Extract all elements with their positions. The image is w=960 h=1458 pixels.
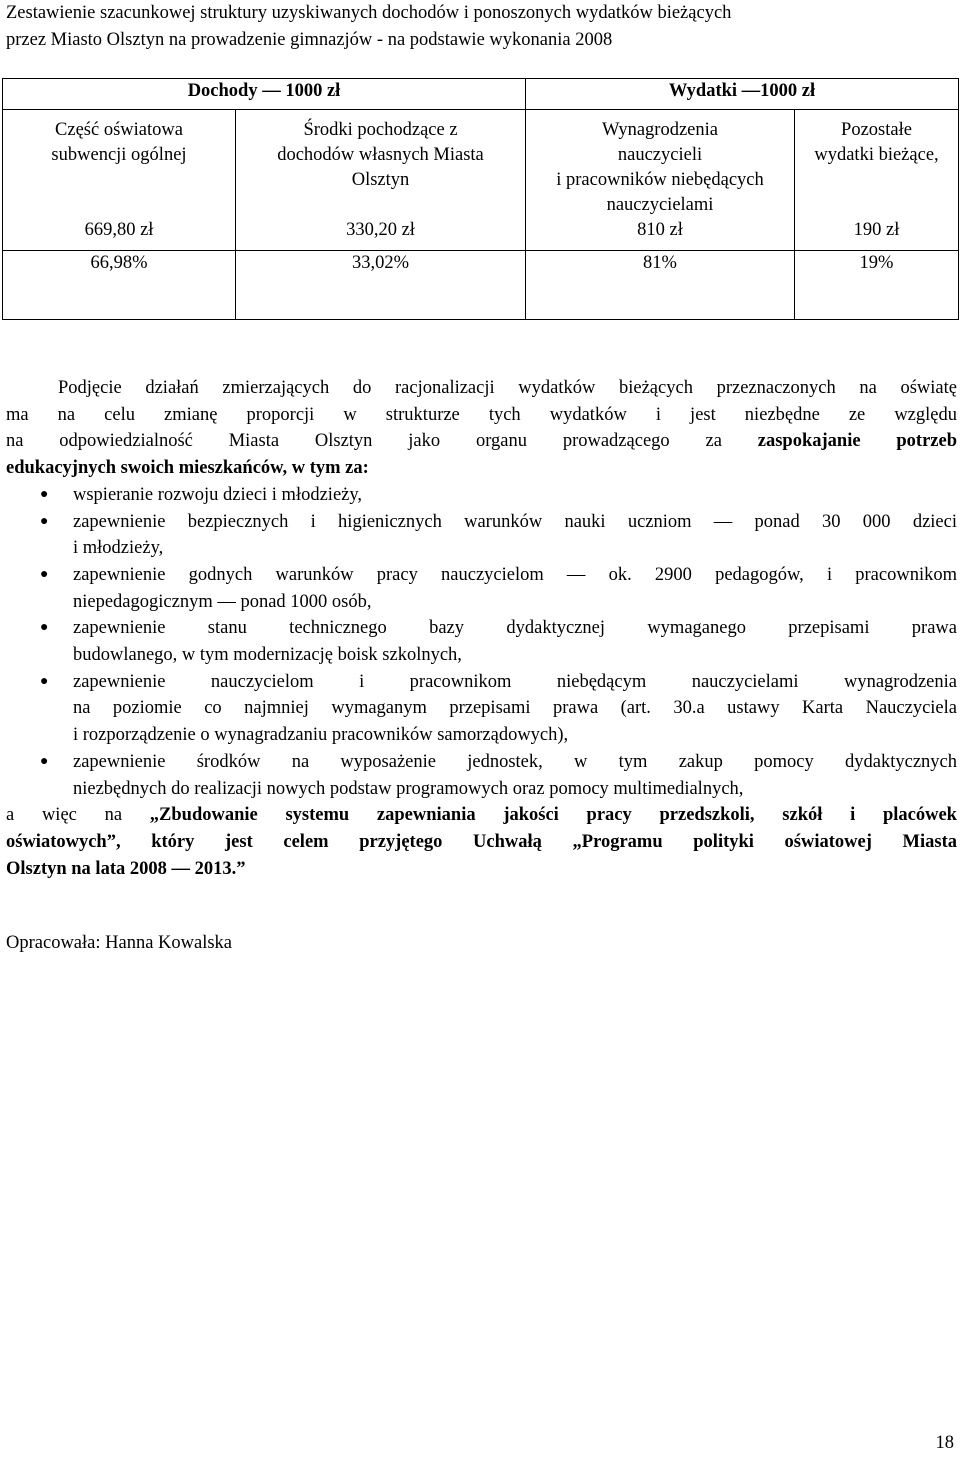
column-other-expenses xyxy=(795,110,959,251)
bullet-icon: ● xyxy=(40,620,49,636)
author-signature: Opracowała: Hanna Kowalska xyxy=(6,933,233,953)
income-expense-table xyxy=(2,78,959,320)
table-subheader-row xyxy=(3,110,959,251)
closing-line xyxy=(6,802,957,829)
closing-text: a więc na xyxy=(6,805,150,826)
list-item-line: zapewnienie stanu technicznego bazy dydaktycznej wymaganego przepisami prawa xyxy=(73,618,957,639)
amount-value: 330,20 zł xyxy=(346,220,415,240)
list-item-line: i młodzieży, xyxy=(73,538,164,559)
column-own-income xyxy=(236,110,526,251)
bullet-icon: ● xyxy=(40,513,49,529)
bullet-icon: ● xyxy=(40,753,49,769)
expense-header: Wydatki —1000 zł xyxy=(526,79,959,110)
list-item-line: zapewnienie środków na wyposażenie jednostek, w tym zakup pomocy dydaktycznych xyxy=(73,751,957,772)
closing-bold-text: „Zbudowanie systemu zapewniania jakości pracy przedszkoli, szkół i placówek xyxy=(149,805,957,826)
percent-value: 66,98% xyxy=(3,251,236,320)
list-item xyxy=(6,482,957,509)
closing-line: oświatowych”, który jest celem przyjętego Uchwałą „Programu polityki oświatowej Miasta xyxy=(6,831,957,852)
closing-line: Olsztyn na lata 2008 — 2013.” xyxy=(6,858,246,879)
percent-value: 19% xyxy=(795,251,959,320)
bullet-icon: ● xyxy=(40,486,49,502)
column-header-line: Pozostałe xyxy=(841,120,912,140)
list-item-line: zapewnienie bezpiecznych i higienicznych warunków nauki uczniom — ponad 30 000 dzieci xyxy=(73,511,957,532)
list-item-line: i rozporządzenie o wynagradzaniu pracowników samorządowych), xyxy=(73,725,569,746)
intro-text: na odpowiedzialność Miasta Olsztyn jako organu prowadzącego za xyxy=(6,431,758,452)
column-header-line: i pracowników niebędących xyxy=(556,170,764,190)
document-title xyxy=(6,0,731,54)
percent-value: 81% xyxy=(526,251,795,320)
list-item xyxy=(6,669,957,749)
column-header-line: subwencji ogólnej xyxy=(51,145,187,165)
table-group-header-row xyxy=(3,79,959,110)
amount-value: 669,80 zł xyxy=(84,220,154,240)
column-header-line: Wynagrodzenia xyxy=(602,120,718,140)
column-salaries xyxy=(526,110,795,251)
list-item-line: zapewnienie godnych warunków pracy nauczycielom — ok. 2900 pedagogów, i pracownikom xyxy=(73,564,957,585)
intro-line: edukacyjnych swoich mieszkańców, w tym za: xyxy=(6,458,369,479)
bullet-icon: ● xyxy=(40,673,49,689)
income-header: Dochody — 1000 zł xyxy=(3,79,526,110)
list-item-line: niezbędnych do realizacji nowych podstaw programowych oraz pomocy multimedialnych, xyxy=(73,778,744,799)
list-item-line: na poziomie co najmniej wymaganym przepisami prawa (art. 30.a ustawy Karta Nauczyciela xyxy=(73,698,957,719)
title-line: przez Miasto Olsztyn na prowadzenie gimnazjów - na podstawie wykonania 2008 xyxy=(6,30,613,50)
body-text xyxy=(6,375,957,882)
bullet-icon: ● xyxy=(40,566,49,582)
list-item xyxy=(6,615,957,668)
column-header-line: Część oświatowa xyxy=(55,120,183,140)
list-item xyxy=(6,562,957,615)
amount-value: 810 zł xyxy=(637,220,683,240)
column-header-line: nauczycielami xyxy=(606,195,714,215)
list-item-line: niepedagogicznym — ponad 1000 osób, xyxy=(73,591,372,612)
title-line: Zestawienie szacunkowej struktury uzyskiwanych dochodów i ponoszonych wydatków bieżących xyxy=(6,3,732,23)
list-item xyxy=(6,749,957,802)
column-header-line: dochodów własnych Miasta xyxy=(277,145,484,165)
intro-line xyxy=(6,428,957,455)
page-number: 18 xyxy=(935,1433,954,1453)
column-header-line: wydatki bieżące, xyxy=(814,145,939,165)
column-header-line: nauczycieli xyxy=(617,145,703,165)
list-item-line: budowlanego, w tym modernizację boisk szkolnych, xyxy=(73,645,462,666)
goals-list xyxy=(6,482,957,802)
column-header-line: Środki pochodzące z xyxy=(303,120,458,140)
table-percent-row xyxy=(3,251,959,320)
column-subsidy xyxy=(3,110,236,251)
intro-line: ma na celu zmianę proporcji w strukturze tych wydatków i jest niezbędne ze względu xyxy=(6,404,957,425)
amount-value: 190 zł xyxy=(853,220,900,240)
column-header-line: Olsztyn xyxy=(351,170,410,190)
percent-value: 33,02% xyxy=(236,251,526,320)
intro-bold-text: zaspokajanie potrzeb xyxy=(757,431,957,452)
list-item-line: wspieranie rozwoju dzieci i młodzieży, xyxy=(73,484,363,505)
list-item-line: zapewnienie nauczycielom i pracownikom niebędącym nauczycielami wynagrodzenia xyxy=(73,671,957,692)
intro-line: Podjęcie działań zmierzających do racjonalizacji wydatków bieżących przeznaczonych na oświatę xyxy=(58,378,957,398)
list-item xyxy=(6,509,957,562)
